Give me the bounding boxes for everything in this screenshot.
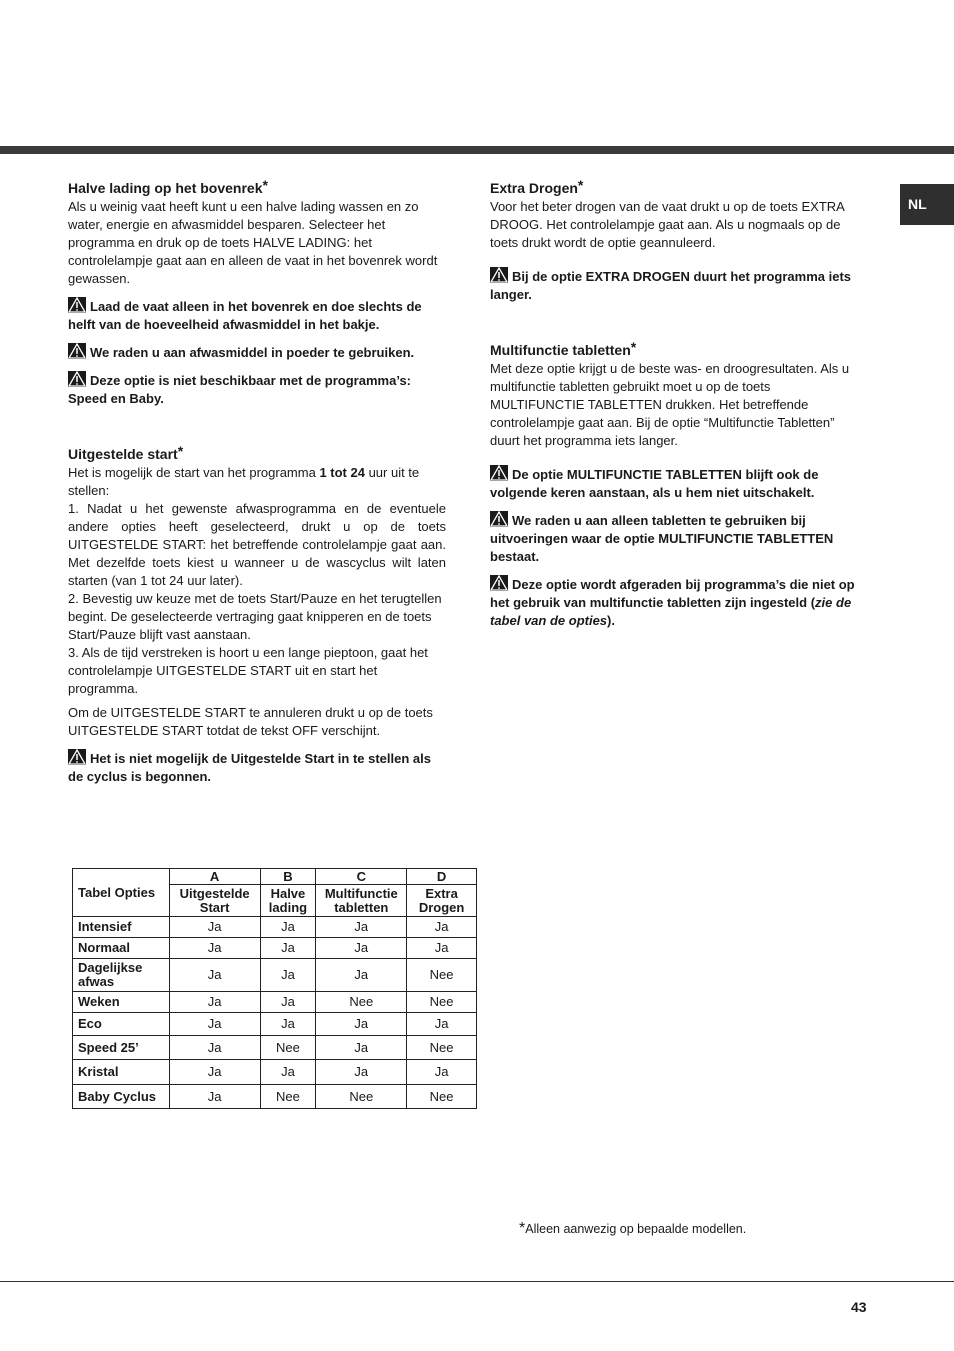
table-cell: Ja — [169, 992, 260, 1013]
table-cell: Ja — [260, 938, 316, 959]
delayed-start-step-2: 2. Bevestig uw keuze met de toets Start/Pauze en het terugtellen begint. De geselecteerde vertraging gaat knipperen en de toets Start/Pauze blijft vast aanstaan. — [68, 591, 442, 642]
column-header: Uitgestelde Start — [169, 885, 260, 917]
row-header: Weken — [73, 992, 170, 1013]
table-row — [73, 992, 477, 1013]
section-title-delayed-start: Uitgestelde start* — [68, 443, 184, 462]
warning-icon — [68, 371, 86, 387]
table-cell: Ja — [260, 1013, 316, 1036]
table-row — [73, 1036, 477, 1060]
table-cell: Ja — [316, 1060, 407, 1085]
table-cell: Ja — [169, 1085, 260, 1109]
half-load-body: Als u weinig vaat heeft kunt u een halve lading wassen en zo water, energie en afwasmiddel besparen. Selecteer het programma en druk op de toets HALVE LADING: het controlelampje gaat aan en alleen de vaat in het bovenrek wordt gewassen. — [68, 199, 438, 286]
table-cell: Ja — [316, 1013, 407, 1036]
row-header: Baby Cyclus — [73, 1085, 170, 1109]
options-table — [72, 868, 477, 1109]
footnote-star: * — [519, 1220, 526, 1237]
table-cell: Nee — [316, 1085, 407, 1109]
footer-rule — [0, 1281, 954, 1282]
warning-note: Bij de optie EXTRA DROGEN duurt het programma iets langer. — [490, 269, 851, 302]
warning-note: We raden u aan alleen tabletten te gebruiken bij uitvoeringen waar de optie MULTIFUNCTIE TABLETTEN bestaat. — [490, 513, 834, 564]
section-title-extra-dry: Extra Drogen* — [490, 177, 584, 196]
warning-note: Deze optie wordt afgeraden bij programma’s die niet op het gebruik van multifunctie tabletten zijn ingesteld (zie de tabel van de opties). — [490, 577, 855, 628]
row-header: Normaal — [73, 938, 170, 959]
table-row — [73, 1085, 477, 1109]
column-letter: A — [169, 869, 260, 885]
table-cell: Ja — [407, 938, 477, 959]
table-cell: Ja — [169, 1060, 260, 1085]
table-header-letters — [73, 869, 477, 885]
table-cell: Nee — [260, 1036, 316, 1060]
delayed-start-step-1: 1. Nadat u het gewenste afwasprogramma en de eventuele andere opties heeft geselecteerd, drukt u op de toets UITGESTELDE START: het betreffende controlelampje gaat aan. Met dezelfde toets kiest u wanneer u de wascyclus wilt laten starten (van 1 tot 24 uur later). — [68, 501, 446, 588]
row-header: Kristal — [73, 1060, 170, 1085]
warning-note: We raden u aan afwasmiddel in poeder te gebruiken. — [68, 343, 446, 362]
table-cell: Ja — [316, 938, 407, 959]
table-cell: Ja — [169, 1013, 260, 1036]
table-cell: Ja — [169, 1036, 260, 1060]
table-cell: Ja — [169, 917, 260, 938]
table-cell: Nee — [260, 1085, 316, 1109]
warning-icon — [490, 575, 508, 591]
column-header: Multifunctie tabletten — [316, 885, 407, 917]
row-header: Dagelijkse afwas — [73, 959, 170, 992]
row-header: Speed 25’ — [73, 1036, 170, 1060]
delayed-start-step-3: 3. Als de tijd verstreken is hoort u een lange pieptoon, gaat het controlelampje UITGESTELDE START uit en start het programma. — [68, 645, 428, 696]
table-cell: Ja — [316, 959, 407, 992]
warning-icon — [68, 749, 86, 765]
warning-note: Laad de vaat alleen in het bovenrek en doe slechts de helft van de hoeveelheid afwasmiddel in het bakje. — [68, 299, 422, 332]
warning-note: Deze optie is niet beschikbaar met de programma’s: Speed en Baby. — [68, 373, 412, 406]
header-bar — [0, 146, 954, 154]
table-cell: Nee — [407, 1036, 477, 1060]
row-header: Eco — [73, 1013, 170, 1036]
right-column — [490, 178, 862, 630]
table-cell: Ja — [169, 938, 260, 959]
table-cell: Ja — [407, 1013, 477, 1036]
extra-dry-body: Voor het beter drogen van de vaat drukt u op de toets EXTRA DROOG. Het controlelampje gaat aan. Als u nogmaals op de toets drukt wordt de optie geannuleerd. — [490, 199, 845, 250]
column-letter: C — [316, 869, 407, 885]
table-row — [73, 938, 477, 959]
column-header: Halve lading — [260, 885, 316, 917]
column-letter: B — [260, 869, 316, 885]
warning-icon — [68, 297, 86, 313]
column-header: Extra Drogen — [407, 885, 477, 917]
warning-icon — [68, 343, 86, 359]
section-title-multi-tab: Multifunctie tabletten* — [490, 339, 637, 358]
table-cell: Ja — [260, 917, 316, 938]
table-cell: Ja — [407, 1060, 477, 1085]
row-header: Intensief — [73, 917, 170, 938]
table-cell: Nee — [316, 992, 407, 1013]
table-corner: Tabel Opties — [73, 869, 170, 917]
warning-note: De optie MULTIFUNCTIE TABLETTEN blijft ook de volgende keren aanstaan, als u hem niet uitschakelt. — [490, 467, 819, 500]
delayed-start-intro: Het is mogelijk de start van het programma 1 tot 24 uur uit te stellen: — [68, 465, 420, 498]
warning-icon — [490, 465, 508, 481]
column-letter: D — [407, 869, 477, 885]
table-cell: Nee — [407, 992, 477, 1013]
table-cell: Ja — [169, 959, 260, 992]
warning-note: Het is niet mogelijk de Uitgestelde Start in te stellen als de cyclus is begonnen. — [68, 751, 431, 784]
delayed-start-cancel: Om de UITGESTELDE START te annuleren drukt u op de toets UITGESTELDE START totdat de tekst OFF verschijnt. — [68, 705, 433, 738]
multi-tab-body: Met deze optie krijgt u de beste was- en droogresultaten. Als u multifunctie tabletten gebruikt moet u op de toets MULTIFUNCTIE TABLETTEN drukken. Het betreffende controlelampje gaat aan. Bij de optie “Multifunctie Tabletten” duurt het programma iets langer. — [490, 361, 850, 448]
table-row — [73, 917, 477, 938]
page-number: 43 — [851, 1299, 867, 1315]
table-row — [73, 959, 477, 992]
table-cell: Ja — [260, 1060, 316, 1085]
table-cell: Ja — [316, 1036, 407, 1060]
table-cell: Ja — [316, 917, 407, 938]
table-cell: Nee — [407, 959, 477, 992]
warning-icon — [490, 267, 508, 283]
table-cell: Ja — [260, 959, 316, 992]
language-tab: NL — [900, 184, 954, 225]
table-row — [73, 1013, 477, 1036]
table-cell: Nee — [407, 1085, 477, 1109]
table-row — [73, 1060, 477, 1085]
table-cell: Ja — [260, 992, 316, 1013]
warning-icon — [490, 511, 508, 527]
left-column — [68, 178, 446, 786]
table-cell: Ja — [407, 917, 477, 938]
section-title-half-load: Halve lading op het bovenrek* — [68, 177, 268, 196]
footnote: *Alleen aanwezig op bepaalde modellen. — [519, 1220, 747, 1237]
